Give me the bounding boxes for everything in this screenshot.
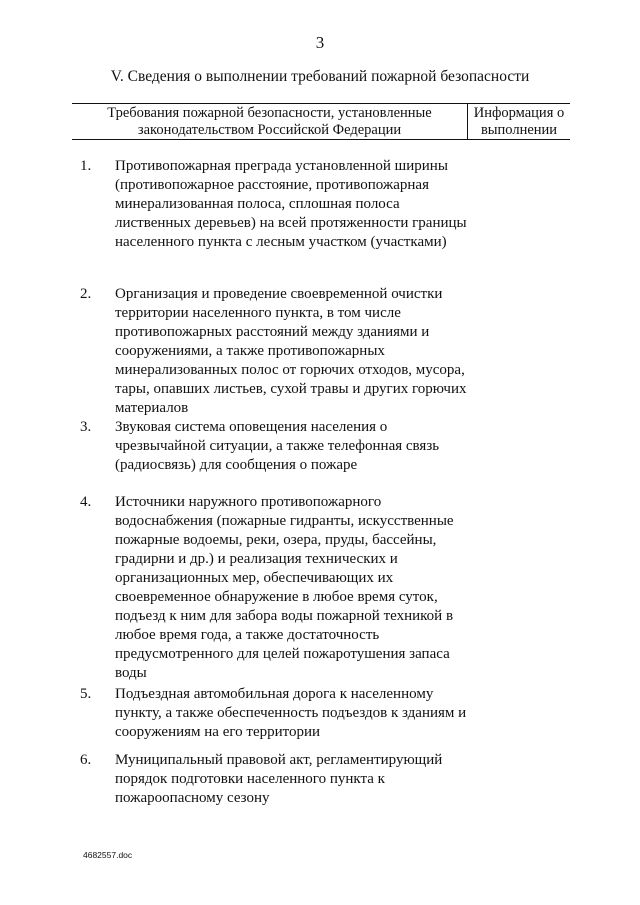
requirement-number: 6.	[80, 752, 92, 768]
requirement-text: Источники наружного противопожарного водоснабжения (пожарные гидранты, искусственные пожарные водоемы, реки, озера, пруды, бассейны, градирни и др.) и реализация технических и организационных мер, обеспечивающих их своевременное обнаружение в любое время суток, подъезд к ним для забора воды пожарной техникой в любое время года, а также достаточность предусмотренного для целей пожаротушения запаса воды	[115, 494, 454, 681]
requirement-number: 5.	[80, 686, 92, 702]
page-number: 3	[315, 33, 325, 52]
requirement-text: Муниципальный правовой акт, регламентирующий порядок подготовки населенного пункта к пожароопасному сезону	[115, 752, 443, 806]
requirement-item-2	[0, 285, 640, 418]
section-title: V. Сведения о выполнении требований пожарной безопасности	[110, 68, 530, 85]
requirement-item-3	[0, 418, 640, 493]
requirement-text: Противопожарная преграда установленной ширины (противопожарное расстояние, противопожарная минерализованная полоса, сплошная полоса лиственных деревьев) на всей протяженности границы населенного пункта с лесным участком (участками)	[115, 158, 467, 250]
requirement-text: Звуковая система оповещения населения о чрезвычайной ситуации, а также телефонная связь (радиосвязь) для сообщения о пожаре	[115, 419, 440, 473]
requirement-number: 3.	[80, 419, 92, 435]
requirement-item-4	[0, 493, 640, 685]
requirement-item-1	[0, 157, 640, 285]
header-info-column: Информация о выполнении	[473, 105, 565, 138]
requirement-number: 2.	[80, 286, 92, 302]
requirement-item-6	[0, 751, 640, 811]
footer-filename: 4682557.doc	[83, 850, 133, 860]
requirement-text: Подъездная автомобильная дорога к населенному пункту, а также обеспеченность подъездов к зданиям и сооружениям на его территории	[115, 686, 467, 740]
requirements-table-header	[72, 103, 570, 140]
requirement-text: Организация и проведение своевременной очистки территории населенного пункта, в том числе противопожарных расстояний между зданиями и сооружениями, а также противопожарных минерализованных полос от горючих отходов, мусора, тары, опавших листьев, сухой травы и других горючих материалов	[115, 286, 467, 416]
requirement-number: 4.	[80, 494, 92, 510]
requirements-list	[0, 157, 640, 811]
requirement-number: 1.	[80, 158, 92, 174]
header-requirements-column: Требования пожарной безопасности, установленные законодательством Российской Федерации	[72, 104, 468, 139]
requirement-item-5	[0, 685, 640, 751]
